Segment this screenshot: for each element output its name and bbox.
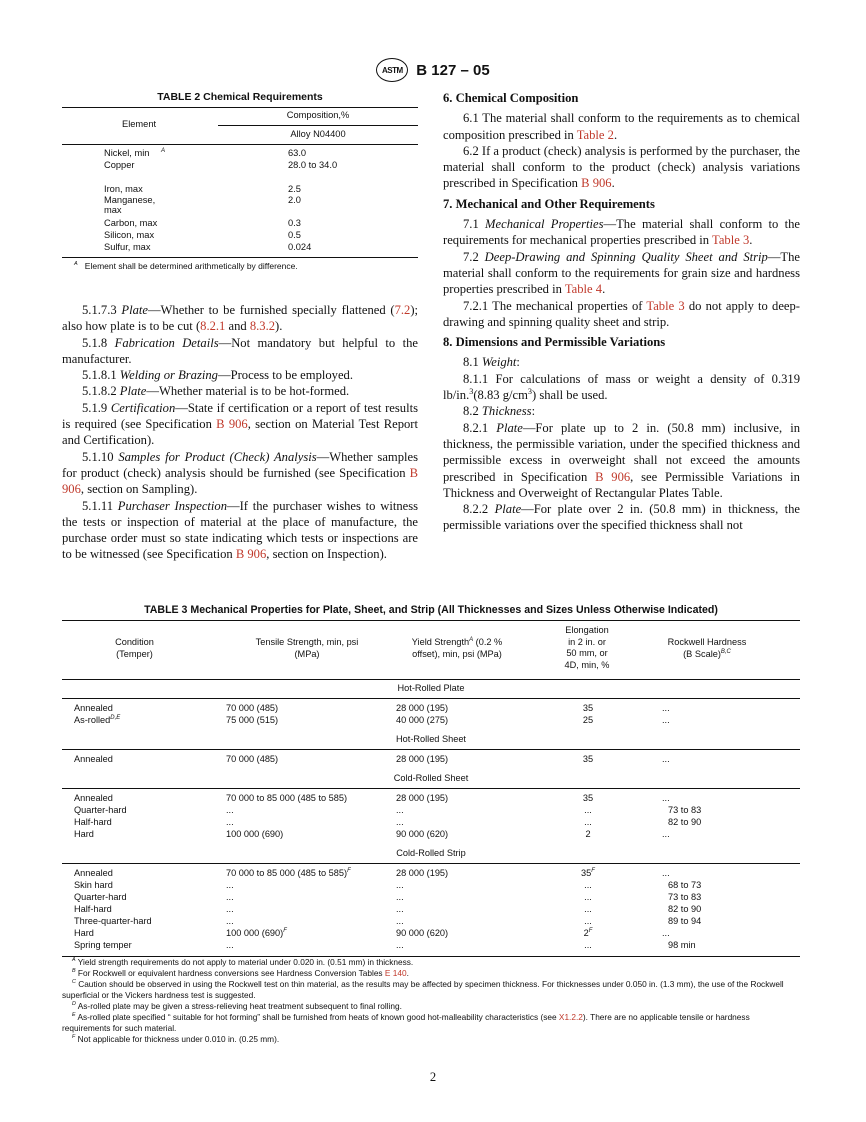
condition-label: Quarter-hard bbox=[74, 892, 127, 902]
cell-elongation bbox=[542, 754, 634, 764]
right-column-text bbox=[443, 88, 800, 534]
table-2-body bbox=[62, 148, 418, 254]
left-column-text bbox=[62, 302, 418, 563]
cell-yield: ... bbox=[396, 805, 404, 815]
table-row bbox=[62, 904, 800, 916]
cell-tensile bbox=[226, 904, 234, 914]
composition-value: 2.0 bbox=[288, 195, 301, 206]
composition-value: 0.3 bbox=[288, 218, 301, 229]
para-8-2: 8.2 Thickness: bbox=[463, 404, 536, 419]
link-b906[interactable]: B 906 bbox=[595, 469, 631, 484]
tensile-value: ... bbox=[226, 940, 234, 950]
cell-rockwell: ... bbox=[662, 793, 670, 803]
cell-rockwell: 89 to 94 bbox=[668, 916, 702, 926]
cell-rockwell: 73 to 83 bbox=[668, 805, 702, 815]
composition-value: 63.0 bbox=[288, 148, 307, 158]
col-element: Element bbox=[122, 119, 157, 129]
para-5-1-8-2: 5.1.8.2 Plate—Whether material is to be hot-formed. bbox=[82, 384, 350, 399]
elongation-value: 35 bbox=[581, 868, 592, 878]
tensile-value: ... bbox=[226, 817, 234, 827]
para-5-1-9: 5.1.9 Certification—State if certification or a report of test results is required (see Specification B 906, section on Material Test Report and Certification). bbox=[62, 400, 418, 448]
tensile-value: ... bbox=[226, 892, 234, 902]
cell-elongation bbox=[542, 829, 634, 839]
elongation-value: 35 bbox=[582, 754, 594, 764]
table-row bbox=[62, 928, 800, 940]
footnote-marker: F bbox=[588, 927, 593, 934]
table-row bbox=[62, 829, 800, 841]
cell-condition bbox=[74, 793, 113, 803]
cell-condition bbox=[74, 805, 127, 815]
cell-tensile bbox=[226, 916, 234, 926]
footnote-marker: F bbox=[283, 927, 287, 934]
tensile-value: 70 000 to 85 000 (485 to 585) bbox=[226, 793, 348, 803]
para-8-2-1: 8.2.1 Plate—For plate up to 2 in. (50.8 mm) inclusive, in thickness, the permissible variation, under the specified thickness and permissible excess in overweight shall not exceed the amounts prescribed in Specification B 906, see Permissible Variations in Thickness and Overweight of Rectangular Plates Table. bbox=[443, 420, 800, 500]
section-title: Hot-Rolled Plate bbox=[62, 680, 800, 699]
link-b906[interactable]: B 906 bbox=[62, 465, 418, 497]
cell-condition bbox=[74, 904, 112, 914]
cell-condition bbox=[74, 880, 113, 890]
table-row bbox=[62, 703, 800, 715]
cell-rockwell: 68 to 73 bbox=[668, 880, 702, 890]
cell-elongation bbox=[542, 916, 634, 926]
table-row bbox=[62, 817, 800, 829]
cell-condition bbox=[74, 940, 132, 950]
cell-elongation bbox=[542, 703, 634, 713]
col-alloy: Alloy N04400 bbox=[290, 129, 346, 139]
cell-tensile bbox=[226, 868, 351, 878]
cell-elongation bbox=[542, 904, 634, 914]
cell-tensile bbox=[226, 715, 278, 725]
cell-elongation bbox=[542, 940, 634, 950]
heading-8: 8. Dimensions and Permissible Variations bbox=[443, 335, 666, 350]
table-row bbox=[62, 880, 800, 892]
tensile-value: 70 000 (485) bbox=[226, 703, 279, 713]
cell-rockwell: ... bbox=[662, 829, 670, 839]
elongation-value: 35 bbox=[582, 703, 594, 713]
para-5-1-8: 5.1.8 Fabrication Details—Not mandatory but helpful to the manufacturer. bbox=[62, 335, 418, 366]
section-title: Cold-Rolled Strip bbox=[62, 845, 800, 864]
cell-condition bbox=[74, 928, 94, 938]
elongation-value: 25 bbox=[582, 715, 594, 725]
table-2 bbox=[62, 91, 418, 271]
link-b906[interactable]: B 906 bbox=[581, 176, 612, 191]
cell-elongation bbox=[542, 928, 634, 938]
col-composition: Composition,% bbox=[286, 110, 350, 120]
link-7-2[interactable]: 7.2 bbox=[394, 303, 411, 317]
table-row bbox=[62, 793, 800, 805]
cell-condition bbox=[74, 829, 94, 839]
table-row bbox=[62, 805, 800, 817]
footnote-a: $^A$ Yield strength requirements do not apply to material under 0.020 in. (0.51 mm) in thickness. bbox=[72, 957, 414, 967]
cell-rockwell: 73 to 83 bbox=[668, 892, 702, 902]
footnote-marker: F bbox=[591, 867, 595, 874]
cell-elongation bbox=[542, 880, 634, 890]
cell-condition bbox=[74, 868, 113, 878]
tensile-value: ... bbox=[226, 880, 234, 890]
col-tensile: Tensile Strength, min, psi (MPa) bbox=[255, 637, 359, 659]
condition-label: As-rolled bbox=[74, 715, 111, 725]
footnote-e: $^E$ As-rolled plate specified “ suitable for hot forming” shall be furnished from heats of known good hot-malleability characteristics (see X1.2.2). There are no applicable tensile or hardness requirements for such material. bbox=[62, 1012, 750, 1033]
footnote-marker: D,E bbox=[110, 714, 121, 721]
cell-tensile bbox=[226, 793, 347, 803]
table-row bbox=[62, 940, 800, 952]
table-2-header bbox=[62, 108, 418, 144]
table-2-footnote: $^A$ Element shall be determined arithmetically by difference. bbox=[74, 260, 298, 271]
para-8-2-2: 8.2.2 Plate—For plate over 2 in. (50.8 mm) in thickness, the permissible variations over the specified thickness shall not bbox=[443, 502, 800, 533]
cell-rockwell: ... bbox=[662, 868, 670, 878]
tensile-value: ... bbox=[226, 916, 234, 926]
para-5-1-10: 5.1.10 Samples for Product (Check) Analysis—Whether samples for product (check) analysis should be furnished (see Specification B 906, section on Sampling). bbox=[62, 449, 418, 497]
cell-yield: 28 000 (195) bbox=[396, 754, 449, 764]
tensile-value: ... bbox=[226, 904, 234, 914]
composition-value: 0.024 bbox=[288, 241, 312, 252]
col-elongation: Elongation in 2 in. or 50 mm, or 4D, min, % bbox=[564, 625, 610, 670]
link-e140[interactable]: E 140 bbox=[384, 968, 407, 978]
para-7-2: 7.2 Deep-Drawing and Spinning Quality Sheet and Strip—The material shall conform to the requirements for grain size and hardness properties prescribed in Table 4. bbox=[443, 249, 801, 297]
elongation-value: ... bbox=[584, 892, 592, 902]
col-condition: Condition (Temper) bbox=[115, 637, 154, 659]
cell-elongation bbox=[542, 805, 634, 815]
cell-yield: 28 000 (195) bbox=[396, 793, 449, 803]
cell-elongation bbox=[542, 817, 634, 827]
cell-elongation bbox=[542, 715, 634, 725]
table-row bbox=[62, 916, 800, 928]
table-3-footnotes bbox=[62, 957, 800, 1045]
cell-yield: ... bbox=[396, 880, 404, 890]
para-6-1: 6.1 The material shall conform to the requirements as to chemical composition prescribed in Table 2. bbox=[443, 111, 800, 142]
cell-rockwell: ... bbox=[662, 754, 670, 764]
cell-condition bbox=[74, 916, 152, 926]
elongation-value: ... bbox=[584, 880, 592, 890]
elongation-value: ... bbox=[584, 916, 592, 926]
condition-label: Hard bbox=[74, 928, 94, 938]
cell-yield: ... bbox=[396, 817, 404, 827]
table-row bbox=[62, 715, 800, 727]
para-7-2-1: 7.2.1 The mechanical properties of Table 3 do not apply to deep-drawing and spinning quality sheet and strip. bbox=[443, 298, 800, 329]
link-8-2-1[interactable]: 8.2.1 bbox=[200, 319, 226, 334]
astm-logo-icon: ASTM bbox=[376, 58, 408, 82]
tensile-value: 70 000 (485) bbox=[226, 754, 279, 764]
elongation-value: ... bbox=[584, 904, 592, 914]
cell-rockwell: 82 to 90 bbox=[668, 817, 702, 827]
cell-rockwell: 82 to 90 bbox=[668, 904, 702, 914]
elongation-value: 35 bbox=[582, 793, 594, 803]
table-row bbox=[62, 754, 800, 766]
link-8-3-2[interactable]: 8.3.2 bbox=[249, 319, 276, 334]
footnote-marker: F bbox=[347, 867, 351, 874]
cell-elongation bbox=[542, 793, 634, 803]
condition-label: Half-hard bbox=[74, 904, 112, 914]
cell-tensile bbox=[226, 928, 287, 938]
link-table-3[interactable]: Table 3 bbox=[646, 298, 685, 313]
table-3-body bbox=[62, 680, 800, 956]
page-number: 2 bbox=[429, 1070, 437, 1084]
table-3 bbox=[62, 604, 800, 1045]
tensile-value: 75 000 (515) bbox=[226, 715, 279, 725]
link-b906[interactable]: B 906 bbox=[235, 547, 267, 562]
composition-value: 0.5 bbox=[288, 230, 301, 241]
cell-condition bbox=[74, 892, 127, 902]
para-5-1-8-1: 5.1.8.1 Welding or Brazing—Process to be employed. bbox=[82, 368, 353, 383]
para-5-1-7-3: 5.1.7.3 Plate—Whether to be furnished specially flattened (7.2); also how plate is to be cut (8.2.1 and 8.3.2). bbox=[62, 303, 419, 334]
cell-condition bbox=[74, 817, 112, 827]
cell-rockwell: ... bbox=[662, 715, 670, 725]
condition-label: Annealed bbox=[74, 868, 113, 878]
composition-value: 2.5 bbox=[288, 183, 301, 194]
table-3-caption: TABLE 3 Mechanical Properties for Plate, Sheet, and Strip (All Thicknesses and Sizes Unless Otherwise Indicated) bbox=[144, 604, 718, 616]
col-yield: Yield Strength$^A$ (0.2 % offset), min, psi (MPa) bbox=[411, 636, 503, 659]
tensile-value: ... bbox=[226, 805, 234, 815]
element-name: Manganese, max bbox=[104, 195, 156, 216]
table-row bbox=[62, 160, 418, 172]
link-table-2[interactable]: Table 2 bbox=[576, 127, 614, 142]
element-name: Copper bbox=[104, 159, 135, 170]
section-title: Cold-Rolled Sheet bbox=[62, 770, 800, 789]
element-name: Nickel, min bbox=[104, 148, 150, 158]
cell-tensile bbox=[226, 817, 234, 827]
cell-elongation bbox=[542, 892, 634, 902]
cell-tensile bbox=[226, 829, 283, 839]
elongation-value: ... bbox=[584, 817, 592, 827]
cell-rockwell: ... bbox=[662, 928, 670, 938]
table-row bbox=[62, 230, 418, 242]
cell-condition bbox=[74, 703, 113, 713]
link-table-3[interactable]: Table 3 bbox=[712, 233, 750, 248]
footnote-f: $^F$ Not applicable for thickness under 0.010 in. (0.25 mm). bbox=[72, 1034, 280, 1044]
cell-yield: 28 000 (195) bbox=[396, 703, 449, 713]
section-title: Hot-Rolled Sheet bbox=[62, 731, 800, 750]
table-row bbox=[62, 218, 418, 230]
table-row bbox=[62, 868, 800, 880]
heading-6: 6. Chemical Composition bbox=[443, 91, 579, 105]
cell-tensile bbox=[226, 805, 234, 815]
cell-yield: 90 000 (620) bbox=[396, 829, 449, 839]
cell-tensile bbox=[226, 703, 278, 713]
condition-label: Three-quarter-hard bbox=[74, 916, 152, 926]
para-5-1-11: 5.1.11 Purchaser Inspection—If the purchaser wishes to witness the tests or inspection of material at the place of manufacture, the purchase order must so state indicating which tests or inspections are to be witnessed (see Specification B 906, section on Inspection). bbox=[62, 498, 419, 562]
elongation-value: 2 bbox=[583, 928, 589, 938]
table-2-caption: TABLE 2 Chemical Requirements bbox=[157, 91, 323, 103]
composition-value: 28.0 to 34.0 bbox=[288, 159, 338, 170]
para-6-2: 6.2 If a product (check) analysis is performed by the purchaser, the material shall conform to the product (check) analysis variations prescribed in Specification B 906. bbox=[443, 143, 800, 191]
cell-yield: ... bbox=[396, 892, 404, 902]
elongation-value: 2 bbox=[585, 829, 591, 839]
link-x1-2-2[interactable]: X1.2.2 bbox=[558, 1012, 583, 1022]
cell-yield: ... bbox=[396, 904, 404, 914]
condition-label: Hard bbox=[74, 829, 94, 839]
tensile-value: 70 000 to 85 000 (485 to 585) bbox=[226, 868, 348, 878]
condition-label: Spring temper bbox=[74, 940, 132, 950]
cell-condition bbox=[74, 754, 113, 764]
element-name: Sulfur, max bbox=[104, 241, 151, 252]
table-row bbox=[62, 184, 418, 196]
cell-yield: 90 000 (620) bbox=[396, 928, 449, 938]
element-name: Carbon, max bbox=[104, 218, 158, 229]
col-rockwell: Rockwell Hardness (B Scale)$^{B,C}$ bbox=[667, 637, 747, 659]
table-row bbox=[62, 892, 800, 904]
condition-label: Quarter-hard bbox=[74, 805, 127, 815]
para-7-1: 7.1 Mechanical Properties—The material shall conform to the requirements for mechanical properties prescribed in Table 3. bbox=[443, 217, 801, 248]
cell-tensile bbox=[226, 940, 234, 950]
element-name: Iron, max bbox=[104, 183, 143, 194]
condition-label: Skin hard bbox=[74, 880, 113, 890]
tensile-value: 100 000 (690) bbox=[226, 928, 284, 938]
table-row bbox=[62, 195, 418, 218]
cell-rockwell: ... bbox=[662, 703, 670, 713]
element-name: Silicon, max bbox=[104, 230, 155, 241]
elongation-value: ... bbox=[584, 805, 592, 815]
cell-condition bbox=[74, 715, 120, 725]
cell-rockwell: 98 min bbox=[668, 940, 696, 950]
cell-yield: 40 000 (275) bbox=[396, 715, 449, 725]
cell-yield: ... bbox=[396, 940, 404, 950]
para-8-1: 8.1 Weight: bbox=[463, 355, 520, 370]
footnote-d: $^D$ As-rolled plate may be given a stress-relieving heat treatment subsequent to final rolling. bbox=[72, 1001, 402, 1011]
standard-designation: B 127 – 05 bbox=[416, 61, 490, 79]
cell-yield: 28 000 (195) bbox=[396, 868, 449, 878]
table-row: Nickel, min A 63.0 bbox=[104, 148, 307, 158]
link-table-4[interactable]: Table 4 bbox=[564, 282, 603, 297]
heading-7: 7. Mechanical and Other Requirements bbox=[443, 196, 655, 211]
cell-tensile bbox=[226, 880, 234, 890]
condition-label: Half-hard bbox=[74, 817, 112, 827]
page-header bbox=[0, 58, 866, 82]
cell-elongation bbox=[542, 868, 634, 878]
table-3-header bbox=[62, 621, 800, 679]
tensile-value: 100 000 (690) bbox=[226, 829, 284, 839]
link-b906[interactable]: B 906 bbox=[216, 417, 248, 432]
cell-tensile bbox=[226, 754, 278, 764]
condition-label: Annealed bbox=[74, 754, 113, 764]
elongation-value: ... bbox=[584, 940, 592, 950]
cell-tensile bbox=[226, 892, 234, 902]
cell-yield: ... bbox=[396, 916, 404, 926]
para-8-1-1: 8.1.1 For calculations of mass or weight a density of 0.319 lb/in.$^3$(8.83 $g/cm^3$) shall be used. bbox=[443, 371, 800, 403]
table-row bbox=[62, 242, 418, 254]
footnote-c: $^C$ Caution should be observed in using the Rockwell test on thin material, as the results may be affected by specimen thickness. For thicknesses under 0.050 in. (1.3 mm), the use of the Rockwell superficial or the Vickers hardness test is suggested. bbox=[62, 979, 784, 1000]
condition-label: Annealed bbox=[74, 703, 113, 713]
footnote-b: $^B$ For Rockwell or equivalent hardness conversions see Hardness Conversion Tables E 140. bbox=[72, 968, 409, 978]
condition-label: Annealed bbox=[74, 793, 113, 803]
